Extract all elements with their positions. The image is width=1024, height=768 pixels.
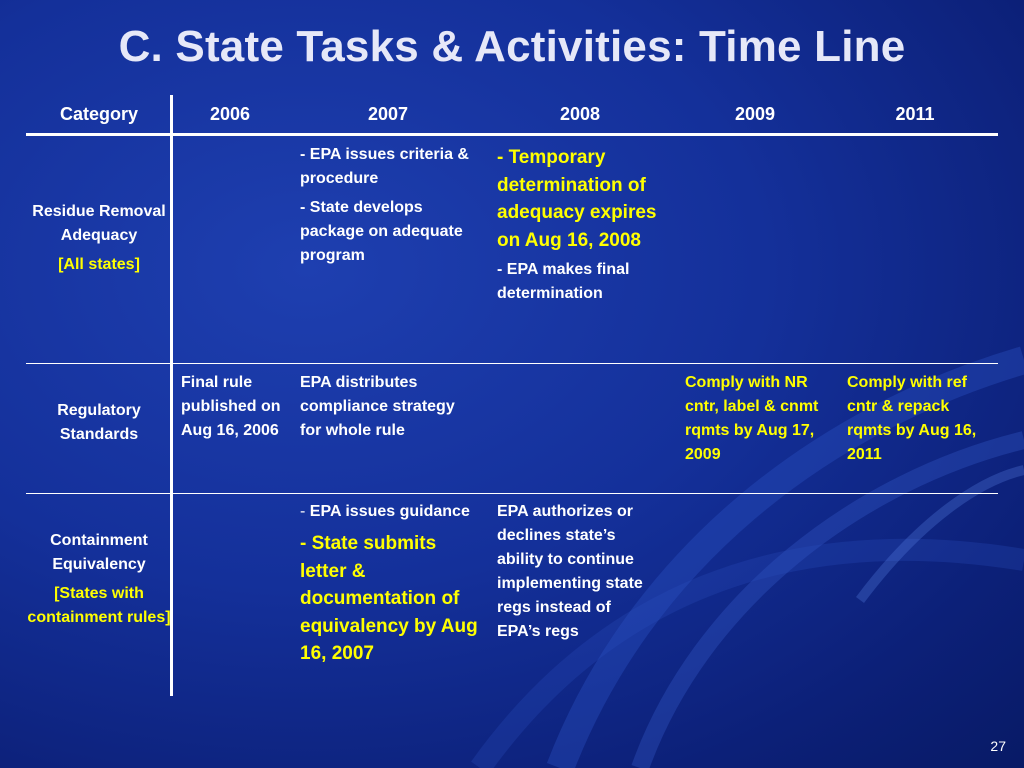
header-2009: 2009	[734, 104, 776, 124]
row2-2007-cell: EPA distributes compliance strategy for whole rule	[300, 374, 455, 439]
row2-2011-cell: Comply with ref cntr & repack rqmts by Aug 16, 2011	[847, 374, 977, 463]
row1-category	[26, 200, 172, 277]
row2-category-label: Regulatory Standards	[57, 402, 141, 443]
slide-title: C. State Tasks & Activities: Time Line	[118, 22, 906, 71]
header-category: Category	[59, 104, 139, 124]
row-divider	[26, 493, 998, 494]
row2-category	[26, 399, 172, 447]
row3-category-note: [States with containment rules]	[27, 585, 171, 626]
row1-2008-cell	[497, 144, 669, 306]
row3-2007-item-b: - State submits letter & documentation of equivalency by Aug 16, 2007	[300, 533, 478, 664]
row3-category-label: Containment Equivalency	[50, 532, 148, 573]
page-number: 27	[990, 738, 1006, 754]
header-2007: 2007	[367, 104, 409, 124]
row3-2007-item-a-text: EPA issues guidance	[309, 503, 470, 520]
row3-category	[26, 529, 172, 630]
row3-2007-item-a	[300, 500, 478, 524]
header-2006: 2006	[209, 104, 251, 124]
row2-2009-cell: Comply with NR cntr, label & cnmt rqmts by Aug 17, 2009	[685, 374, 819, 463]
row1-2007-item-b: - State develops package on adequate program	[300, 199, 463, 264]
row3-2008-cell: EPA authorizes or declines state’s ability to continue implementing state regs instead of EPA’s regs	[497, 503, 643, 640]
row-divider	[26, 363, 998, 364]
header-2011: 2011	[895, 104, 935, 124]
row1-2007-item-a: - EPA issues criteria & procedure	[300, 146, 469, 187]
row3-2007-item-a-dash: -	[300, 503, 306, 520]
row1-category-label: Residue Removal Adequacy	[32, 203, 166, 244]
row1-category-note: [All states]	[58, 256, 140, 273]
row1-2008-item-b: - EPA makes final determination	[497, 261, 630, 302]
row1-2008-item-a: - Temporary determination of adequacy expires on Aug 16, 2008	[497, 147, 657, 251]
header-2008: 2008	[559, 104, 601, 124]
row1-2007-cell	[300, 143, 480, 268]
row2-2006-cell: Final rule published on Aug 16, 2006	[181, 374, 281, 439]
row3-2007-cell	[300, 500, 478, 668]
